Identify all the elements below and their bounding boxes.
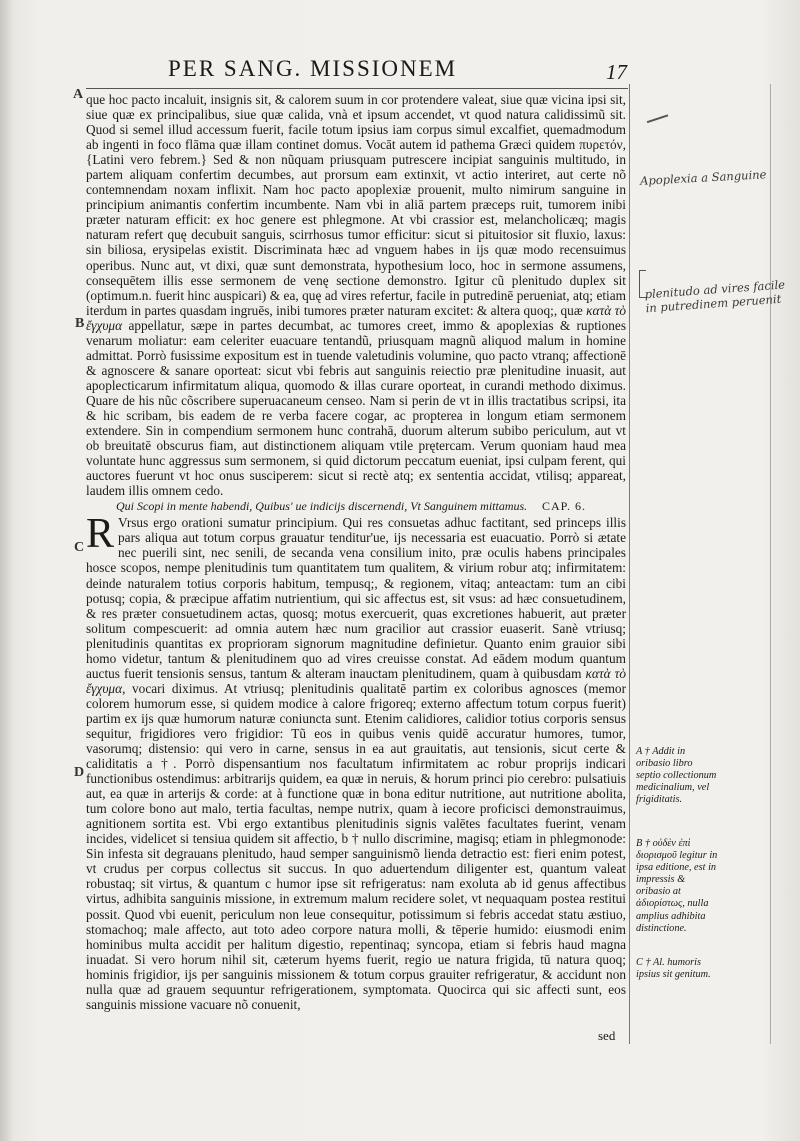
running-head: PER SANG. MISSIONEM bbox=[168, 56, 458, 81]
handwritten-note-2: plenitudo ad vires facile in putredinem peruenit bbox=[644, 277, 786, 316]
paragraph-1-text: que hoc pacto incaluit, insignis sit, & calorem suum in cor protendere valeat, siue quæ vicina ipsi sit, siue quæ ex principalibus, siue quæ calida, vnà et ipsum accendet, vt quod natura calidissimũ sit. Quod si semel illud accessum fuerit, facile totum ipsius iam corpus simul excalfiet, quemadmodum ab ingenti in foco flāma quæ illam continet domus. Vocāt autem id pathema Græci quidem πυρετόν, {Latini vero febrem.} Sed & non nũquam priusquam putrescere incipiat sanguinis multitudo, in partem aliquam confertim decumbes, aut prorsum eam extinxit, vt actio interiret, aut certe nõ contemnendam noxam inflixit. Nam hoc pacto apoplexiæ prouenit, multo nimirum sanguine in principium animantis confertim incumbente. Nam vbi in aliā partem præceps ruit, tumorem inibi præter naturam efficit: ex hoc genere est phlegmone. At vbi crassior est, melancholicæq; magis naturam refert quę decubuit sanguis, scirrhosus tumor efficitur: sicut si pituitosior sit fluxio, laxus: sin biliosa, erysipelas existit. Discriminata hæc ad vnguem habes in ijs quæ modo recensuimus operibus. Nunc aut, vt dixi, quæ sunt demonstrata, hypothesium loco, hoc in sermone assumens, consequētem illis esse sermonem de venę sectione demonstro. Igitur cũ plenitudo duplex sit (optimum.n. fuerit hinc auspicari) & ea, quę ad vires refertur, facile in putredinē perueniat, atq; etiam iterdum in partes quasdam ingruēs, inibi tumores præter naturam excitet: & altera quoq;, quæ bbox=[86, 92, 626, 318]
section-marker-c: C bbox=[74, 540, 85, 555]
page-number: 17 bbox=[606, 60, 627, 84]
chapter-title: Qui Scopi in mente habendi, Quibus' ue indicijs discernendi, Vt Sanguinem mittamus. bbox=[116, 499, 528, 514]
paragraph-1 bbox=[86, 92, 626, 498]
paragraph-2 bbox=[86, 511, 626, 1012]
margin-note-a: A † Addit in oribasio libro septio collectionum medicinalium, vel frigiditatis. bbox=[636, 746, 717, 806]
main-text bbox=[86, 92, 626, 1012]
handwritten-note-1: Apoplexia a Sanguine bbox=[639, 167, 767, 188]
paragraph-2-text: Vrsus ergo orationi sumatur principium. Qui res consuetas adhuc factitant, sed princeps illis pars aliqua aut totum corpus grauatur tenditur'ue, ijs necessaria est euacuatio. Porrò si ætate nec puerili sint, nec senili, de secanda vena consilium inito, præ oculis habens principales hosce scopos, nempe plenitudinis tum quantitatem tum qualitem, & virium robur atq; infirmitatem: deinde naturalem totius corporis habitum, tempusq;, & regionem, vitaq; anteactam: tum an cibi potusq; copia, & præcipue affatim nutrientium, qui sic affectus est, sit vsus: ad hæc consuetudinem, & res præter consuetudinem actas, quosq; motus exercuerit, quas excretiones habuerit, aut præter solitum compescuerit: ad omnia autem hæc num gracilior aut crassior euaserit. Sanè vtriusq; plenitudinis quantitas ex proprioram signorum magnitudine definietur. Quanto enim grauior sibi homo videtur, tantum & plenitudinem quo ad vires creuisse constat. Ad eādem modum quantum auctus fuerit tensionis sensus, tantum & alteram inauctam plenitudinem, quam à quibusdam bbox=[86, 515, 626, 681]
drop-capital: R bbox=[86, 511, 115, 558]
margin-column-rule bbox=[770, 84, 771, 1044]
section-marker-a: A bbox=[73, 87, 84, 102]
paragraph-1-continued: appellatur, sæpe in partes decumbat, ac tumores creet, immo & apoplexias & ruptiones venarum moliatur: eam celeriter euacuare tentandũ, priusquam magnũ aliquod malum in homine admittat. Porrò fusissime expositum est in tuende valetudinis volumine, quo pacto vtranq; affectionē & agnoscere & sanare oporteat: sicut vbi febris aut sanguinis reiectio præ plenitudine inuasit, aut apoplecticarum infirmitatum aliqua, quomodo & illas curare oporteat, in curandi methodo diximus. Quare de his nũc cõscribere superuacaneum censeo. Nam si perin de vt in illis tractatibus scripsi, ita & hic scribam, bis eadem de re verba facere cogar, ac propterea in longum etiam sermonem extendere. Sin in compendium sermonem hunc contrahā, duorum alterum subibo periculum, aut vt ob breuitatē obscurus fiam, aut distinctionem aliquam vtile prętercam. Verum quoniam haud mea voluntate hunc aggressus sum sermonem, si quid dictorum peccatum eueniat, ipsi culpam ferent, qui auctores fuerunt vt hoc onus susciperem: sicut si rectè atq; ex sententia accidat, vtilisq; appareat, laudem illis omnem cedo. bbox=[86, 317, 626, 499]
margin-note-b: B † οὐδὲν ἐπὶ διορισμοῦ legitur in ipsa editione, est in impressis & oribasio at ἀδιορίστως, nulla amplius adhibita distinctione. bbox=[636, 838, 718, 934]
section-marker-d: D bbox=[74, 765, 85, 780]
chapter-number: CAP. 6. bbox=[541, 499, 586, 514]
section-marker-b: B bbox=[75, 316, 85, 331]
catchword: sed bbox=[598, 1028, 616, 1043]
paragraph-2-continued: , vocari diximus. At vtriusq; plenitudinis qualitatē partim ex coloribus agnosces (memor colorem humorum esse, si quidem modice à calore frigoreq; externo affectum totum corpus fuerit) partim ex ijs quæ humorum naturæ coniuncta sunt. Etenim calidiores, calidior totius corporis sensus sequitur, frigidiores vero frigidior: Tũ eos in quibus venis quidē accuratur humores, tumor, vasorumq; distensio: qui vero in carne, sensus in ea aut grauitatis, aut tensionis, sicut certe & caliditatis a †. Porrò dispensantium nos facultatum infirmitatem ac robur proprijs indicari functionibus ostendimus: arbitrarijs quidem, ea quæ in neruis, & horum princi pio cerebro: pulsatiuis aut, ea quæ in arterijs & corde: at à functione quæ in bona editur nutritione, aut nutritione abolita, tum colore bono aut malo, tertia facultas, nempe nutrix, quam à iecore proficisci demonstrauimus, agnitionem sortita est. Vbi ergo extantibus plenitudinis signis valētes facultates fuerint, venam incides, videlicet si tensiua quidem sit affectio, b † nullo discrimine, magisq; etiam in phlegmonode: Sin infesta sit degrauans plenitudo, haud semper sanguinismõ lienda detractio est: fieri enim potest, vt crudus per corpus collectus sit succus. In quo aduertendum diligenter est, quantum valeat robustaq; sit virtus, & quantum c humor ipse sit refrigeratus: nam exoluta ab id genus affectibus virtus, adhibita sanguinis missione, in extremum malum recidere solet, vt nequaquam postea restitui possit. Quod vbi euenit, periculum non leue consequitur, potissimum si febris accedat statu æstiuo, stomachoq; male affecto, aut toto adeo corpore natura molli, & tēperie humido: eiusmodi enim hominibus multa accidit per halitum digestio, repentinaq; syncopa, etiam si febris haud magna inuadat. Si vero horum nihil sit, cæterum hyems fuerit, regio ue natura frigida, tū natura quoq; hominis frigidior, ijs per sanguinis missionem & totum corpus grauiter refrigeratur, & accidunt non nulla quæ ad grauem sequuntur refrigerationem, symptomata. Quocirca qui sic affecti sunt, eos sanguinis missione vacuare nõ conuenit, bbox=[86, 680, 626, 1012]
greek-term: κατὰ τὸ ἔγχυμα bbox=[86, 302, 626, 333]
text-column-rule bbox=[629, 84, 630, 1044]
ink-mark bbox=[644, 105, 669, 123]
chapter-heading bbox=[116, 499, 626, 514]
header-rule bbox=[86, 88, 628, 89]
greek-term: κατὰ τὸ ἔγχυμα bbox=[86, 665, 626, 696]
margin-note-c: C † Al. humoris ipsius sit genitum. bbox=[636, 957, 711, 981]
